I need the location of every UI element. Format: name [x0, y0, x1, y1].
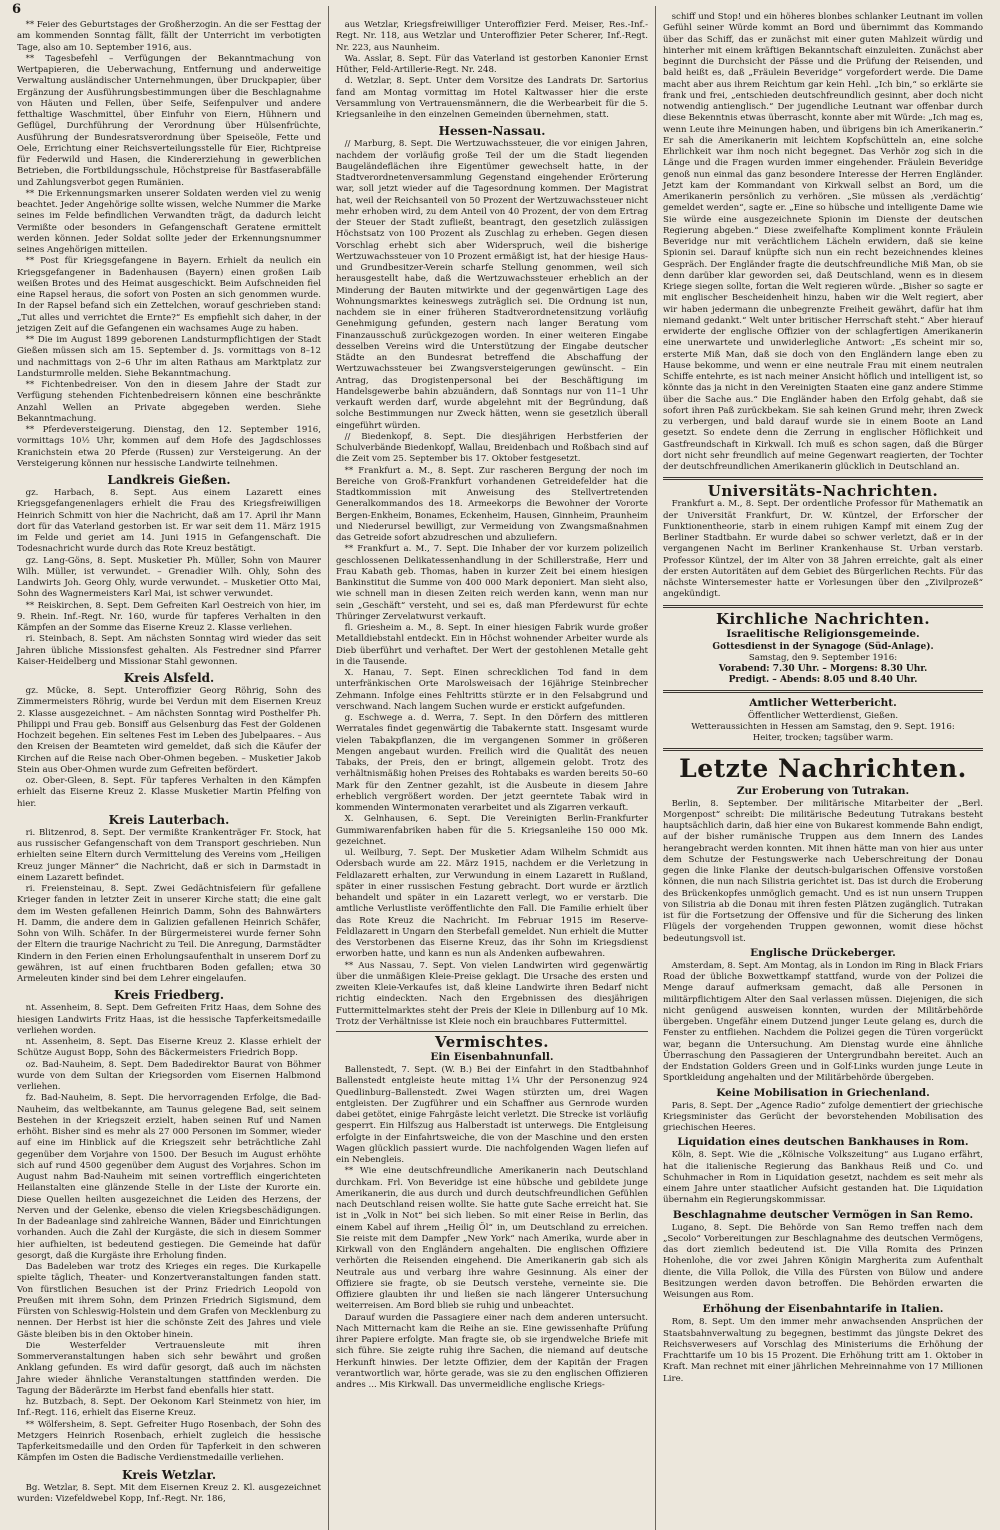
section-heading: Israelitische Religionsgemeinde.	[726, 627, 920, 640]
section-heading: Kreis Friedberg.	[113, 988, 224, 1003]
section-heading: Vermischtes.	[435, 1033, 549, 1051]
article-paragraph: Darauf wurden die Passagiere einer nach dem anderen untersucht. Nach Mitternacht kam die Reihe an sie. Eine gewissenhafte Prüfung ihrer Papiere erfolgte. Man fragte sie, ob sie irgendwelche Briefe mit sich führe. Sie zeigte ruhig ihre Sachen, die niemand auf deutsche Herkunft hinwies. Der letzte Offizier, dem der Kapitän der Fragen verantwortlich war, hörte gerade, was sie zu den englischen Offizieren andres ... Mis Kirkwall. Das unvermeidliche englische Kriegs-	[336, 1312, 648, 1390]
column-2	[328, 6, 656, 1530]
section-heading: Liquidation eines deutschen Bankhauses in Rom.	[677, 1136, 969, 1149]
article-paragraph: X. Gelnhausen, 6. Sept. Die Vereinigten Berlin-Frankfurter Gummiwarenfabriken haben für die 5. Kriegsanleihe 150 000 Mk. gezeichnet.	[336, 814, 648, 847]
section-divider	[663, 477, 983, 480]
section-heading: Keine Mobilisation in Griechenland.	[716, 1086, 930, 1099]
article-paragraph: aus Wetzlar, Kriegsfreiwilliger Unteroffizier Ferd. Meiser, Res.-Inf.-Regt. Nr. 118, aus Wetzlar und Unteroffizier Peter Scherer, Inf.-Regt. Nr. 223, aus Naunheim.	[336, 20, 648, 53]
section-divider	[663, 605, 983, 608]
section-heading: Ein Eisenbahnunfall.	[430, 1051, 554, 1063]
article-paragraph: gz. Harbach, 8. Sept. Aus einem Lazarett eines Kriegsgefangenenlagers erhielt die Frau des Kriegsfreiwilligen Heinrich Schmitt von hier die Nachricht, daß am 17. April ihr Mann dort für das Vaterland gestorben ist. Er war seit dem 11. März 1915 im Felde und geriet am 14. Juni 1915 in Gefangenschaft. Die Todesnachricht wurde durch das Rote Kreuz bestätigt.	[17, 488, 321, 555]
article-paragraph: ** Frankfurt a. M., 8. Sept. Zur rascheren Bergung der noch im Bereiche von Groß-Frankfurt vorhandenen Getreidefelder hat die Stadtkommission mit Anweisung des Stellvertretenden Generalkommandos des 18. Armeekorps die Bewohner der Vororte Bergen-Enkheim, Bonames, Eckenheim, Hausen, Ginnheim, Praunheim und Niederursel bewilligt, zur Vermeidung von Zwangsmaßnahmen das Getreide sofort abzudreschen und abzuliefern.	[336, 465, 648, 543]
section-heading: Kirchliche Nachrichten.	[715, 609, 931, 628]
article-paragraph: ** Fichtenbedreiser. Von den in diesem Jahre der Stadt zur Verfügung stehenden Fichtenbedreisern können eine beschränkte Anzahl Wellen an Private abgegeben werden. Siehe Bekanntmachung.	[17, 380, 321, 424]
column-container	[10, 6, 990, 1530]
article-paragraph: ** Pferdeversteigerung. Dienstag, den 12. September 1916, vormittags 10½ Uhr, kommen auf dem Hofe des Jagdschlosses Kranichstein etwa 20 Pferde (Russen) zur Versteigerung. An der Versteigerung können nur hessische Landwirte teilnehmen.	[17, 425, 321, 469]
article-paragraph: ** Wie eine deutschfreundliche Amerikanerin nach Deutschland durchkam. Frl. Von Beveridge ist eine hübsche und gebildete junge Amerikanerin, die aus durch und durch deutschfreundlichen Gefühlen nach Deutschland reisen wollte. Sie hatte gute Sache erreicht hat. Sie ist in „Volk in Not“ bei sich lieben. So mit einer Reise in Berlin, das einem Kabel auf ihrem „Heilig Öl“ in, um Deutschland zu erreichen. Sie reiste mit dem Dampfer „New York“ nach Amerika, wurde aber in Kirkwall von den Engländern angehalten. Die englischen Offiziere verhörten die Reisenden eingehend. Die Amerikanerin gab sich als Neutrale aus und verbarg ihre wahre Gesinnung. Als einer der Offiziere sie fragte, ob sie Deutsch verstehe, verneinte sie. Die Offiziere glaubten ihr und ließen sie nach längerer Untersuchung weiterreisen. Am Bord blieb sie ruhig und unbeachtet.	[336, 1166, 648, 1312]
notice-line: Vorabend: 7.30 Uhr. – Morgens: 8.30 Uhr.	[718, 663, 928, 674]
notice-line: Predigt. – Abends: 8.05 und 8.40 Uhr.	[728, 674, 918, 685]
notice-line: Wetteraussichten in Hessen am Samstag, den 9. Sept. 1916:	[691, 721, 955, 732]
article-paragraph: fz. Bad-Nauheim, 8. Sept. Die hervorragenden Erfolge, die Bad-Nauheim, das weltbekannte, am Taunus gelegene Bad, seit seinem Bestehen in der Kriegszeit erzielt, haben seinen Ruf und Namen erhöht. Bisher sind es mehr als 27 000 Personen im Sommer, wieder auf eine im Hinblick auf die Kriegszeit sehr beträchtliche Zahl gegenüber dem Vorjahre von 1500. Der Besuch im August erhöhte sich auf rund 4500 gegenüber dem August des Vorjahres. Schon im August nahm Bad-Nauheim mit seinen vortrefflich eingerichteten Heilanstalten eine glänzende Stelle in der Liste der Kurorte ein. Diese Quellen heilten ausgezeichnet die Leiden des Herzens, der Nerven und der Gelenke, ebenso die vielen Kriegsbeschädigungen. In der Badeanlage sind zahlreiche Wannen, Bäder und Einrichtungen vorhanden. Auch die Zahl der Kurgäste, die sich in diesem Sommer hier aufhielten, ist bedeutend gestiegen. Die Gemeinde hat dafür gesorgt, daß die Kurgäste ihre Erholung finden.	[17, 1093, 321, 1261]
article-paragraph: Die Westerfelder Vertrauensleute mit ihren Sommerveranstaltungen haben sich sehr bewährt und großen Anklang gefunden. Es wird dafür gesorgt, daß auch im nächsten Jahre wieder ähnliche Veranstaltungen stattfinden werden. Die Tagung der Bäderärzte im Herbst fand ebenfalls hier statt.	[17, 1340, 321, 1396]
page-number: 6	[12, 2, 22, 17]
notice-line: Öffentlicher Wetterdienst, Gießen.	[747, 710, 899, 721]
article-paragraph: fl. Griesheim a. M., 8. Sept. In einer hiesigen Fabrik wurde großer Metalldiebstahl entdeckt. Ein in Höchst wohnender Arbeiter wurde als Dieb überführt und verhaftet. Der Wert der gestohlenen Metalle geht in die Tausende.	[336, 623, 648, 667]
column-3	[656, 6, 990, 1530]
section-heading: Erhöhung der Eisenbahntarife in Italien.	[702, 1303, 944, 1316]
article-paragraph: // Biedenkopf, 8. Sept. Die diesjährigen Herbstferien der Schulverbände Biedenkopf, Wallau, Breidenbach und Roßbach sind auf die Zeit vom 25. September bis 17. Oktober festgesetzt.	[336, 431, 648, 465]
article-paragraph: Lugano, 8. Sept. Die Behörde von San Remo treffen nach dem „Secolo“ Vorbereitungen zur Beschlagnahme des deutschen Vermögens, das dort ziemlich bedeutend ist. Die Villa Romita des Prinzen Hohenlohe, die vor zwei Jahren Königin Margherita zum Aufenthalt diente, die Villa Pollok, die Villa des Fürsten von Bülow und andere Besitzungen werden davon betroffen. Die Behörden erwarten die Weisungen aus Rom.	[663, 1222, 983, 1300]
article-paragraph: hz. Butzbach, 8. Sept. Der Oekonom Karl Steinmetz von hier, im Inf.-Regt. 116, erhielt das Eiserne Kreuz.	[17, 1397, 321, 1419]
section-heading: Zur Eroberung von Tutrakan.	[736, 784, 910, 797]
article-paragraph: ** Aus Nassau, 7. Sept. Von vielen Landwirten wird gegenwärtig über die unmäßigen Kleie-Preise geklagt. Die Ursache des ersten und zweiten Kleie-Verkaufes ist, daß kleine Landwirte ihren Bedarf nicht richtig eindeckten. Nach den Ergebnissen des diesjährigen Futtermittelmarktes steht der Preis der Kleie in Dillenburg auf 10 Mk. Trotz der Verhältnisse ist Kleie noch ein brauchbares Futtermittel.	[336, 960, 648, 1027]
article-paragraph: ul. Weilburg, 7. Sept. Der Musketier Adam Wilhelm Schmidt aus Odersbach wurde am 22. März 1915, nachdem er die Verletzung in Feldlazarett erhalten, zur Verwundung in einem Lazarett in Rußland, später in einer russischen Festung gebracht. Dort wurde er ärztlich behandelt und später in ein Lazarett verlegt, wo er verstarb. Die amtliche Verlustliste veröffentlichte den Fall. Die Familie erhielt über das Rote Kreuz die Nachricht. Im Februar 1915 im Reserve-Feldlazarett in Ungarn den Sterbefall gemeldet. Nun erhielt die Mutter des Verstorbenen das Eiserne Kreuz, das ihr Sohn im Kriegsdienst erworben hatte, und kann es nun als Andenken aufbewahren.	[336, 848, 648, 960]
article-paragraph: ** Die im August 1899 geborenen Landsturmpflichtigen der Stadt Gießen müssen sich am 15. September d. Js. vormittags von 8–12 und nachmittags von 2–6 Uhr im alten Rathaus am Marktplatz zur Landsturmrolle melden. Siehe Bekanntmachung.	[17, 335, 321, 379]
section-heading: Letzte Nachrichten.	[679, 753, 967, 783]
article-paragraph: ** Feier des Geburtstages der Großherzogin. An die ser Festtag der am kommenden Sonntag fällt, fällt der Unterricht im verbotigten Tage, also am 10. September 1916, aus.	[17, 20, 321, 53]
article-paragraph: oz. Bad-Nauheim, 8. Sept. Dem Badedirektor Baurat von Böhmer wurde von dem Sultan der Kriegsorden vom Eisernen Halbmond verliehen.	[17, 1059, 321, 1092]
section-heading: Hessen-Nassau.	[438, 124, 546, 139]
notice-line: Samstag, den 9. September 1916:	[748, 652, 898, 663]
notice-line: Gottesdienst in der Synagoge (Süd-Anlage).	[712, 641, 934, 652]
section-heading: Beschlagnahme deutscher Vermögen in San Remo.	[672, 1208, 974, 1221]
column-rule	[336, 1031, 648, 1032]
column-1	[10, 6, 328, 1530]
article-paragraph: d. Wetzlar, 8. Sept. Unter dem Vorsitze des Landrats Dr. Sartorius fand am Montag vormittag im Hotel Kaltwasser hier die erste Versammlung von Vertrauensmännern, die die Werbearbeit für die 5. Kriegsanleihe in den einzelnen Gemeinden übernehmen, statt.	[336, 76, 648, 120]
article-paragraph: Wa. Asslar, 8. Sept. Für das Vaterland ist gestorben Kanonier Ernst Hüther, Feld-Artillerie-Regt. Nr. 248.	[336, 53, 648, 75]
section-heading: Landkreis Gießen.	[107, 473, 231, 487]
section-divider	[663, 690, 983, 693]
article-paragraph: Paris, 8. Sept. Der „Agence Radio“ zufolge dementiert der griechische Kriegsminister das Gerücht der bevorstehenden Mobilisation des griechischen Heeres.	[663, 1100, 983, 1133]
article-paragraph: gz. Lang-Göns, 8. Sept. Musketier Ph. Müller, Sohn von Maurer Wilh. Müller, ist verwundet. – Grenadier Wilh. Ohly, Sohn des Landwirts Joh. Georg Ohly, wurde verwundet. – Musketier Otto Mai, Sohn des Wagnermeisters Karl Mai, ist schwer verwundet.	[17, 555, 321, 600]
article-paragraph: ** Frankfurt a. M., 7. Sept. Die Inhaber der vor kurzem polizeilich geschlossenen Delikatessenhandlung in der Schillerstraße, Herr und Frau Kabath geb. Thomas, haben in kurzer Zeit bei einem hiesigen Bankinstitut die Summe von 400 000 Mark deponiert. Man sieht also, wie schnell man in diesen Zeiten reich werden kann, wenn man nur sein „Geschäft“ versteht, und sei es, daß man Pferdewurst für echte Thüringer Zervelatwurst verkauft.	[336, 544, 648, 622]
section-divider	[663, 748, 983, 751]
article-paragraph: Rom, 8. Sept. Um den immer mehr anwachsenden Ansprüchen der Staatsbahnverwaltung zu begegnen, bestimmt das jüngste Dekret des Reichsverwesers auf Vorschlag des Ministeriums die Erhöhung der Frachttarife um 10 bis 15 Prozent. Die Erhöhung tritt am 1. Oktober in Kraft. Man rechnet mit einer jährlichen Mehreinnahme von 17 Millionen Lire.	[663, 1317, 983, 1384]
article-paragraph: Bg. Wetzlar, 8. Sept. Mit dem Eisernen Kreuz 2. Kl. ausgezeichnet wurden: Vizefeldwebel Kopp, Inf.-Regt. Nr. 186,	[17, 1482, 321, 1504]
article-paragraph: Frankfurt a. M., 8. Sept. Der ordentliche Professor für Mathematik an der Universität Frankfurt, Dr. W. Küntzel, der Erforscher der Funktionentheorie, starb in einem ruhigen Kampf mit einem Zug der Berliner Stadtbahn. Er wurde dabei so schwer verletzt, daß er in der vergangenen Nacht im Berliner Krankenhause St. Urban verstarb. Professor Küntzel, der im Alter von 38 Jahren erreichte, galt als einer der ersten Autoritäten auf dem Gebiet des Bürgerlichen Rechts. Für das nächste Wintersemester hatte er Vorlesungen über den „Zivilprozeß“ angekündigt.	[663, 499, 983, 600]
article-paragraph: ** Reiskirchen, 8. Sept. Dem Gefreiten Karl Oestreich von hier, im 9. Rhein. Inf.-Regt. Nr. 160, wurde für tapferes Verhalten in den Kämpfen an der Somme das Eiserne Kreuz 2. Klasse verliehen.	[17, 600, 321, 633]
article-paragraph: nt. Assenheim, 8. Sept. Das Eiserne Kreuz 2. Klasse erhielt der Schütze August Bopp, Sohn des Bäckermeisters Friedrich Bopp.	[17, 1037, 321, 1059]
article-paragraph: Amsterdam, 8. Sept. Am Montag, als in London im Ring in Black Friars Road der übliche Boxwettkampf stattfand, wurde von der Polizei die Menge darauf aufmerksam gemacht, daß alle Personen in militärpflichtigem Alter den Saal verlassen müssen. Diejenigen, die sich nicht genügend ausweisen konnten, wurden der Militärbehörde übergeben. Ungefähr einem Dutzend junger Leute gelang es, durch die Fenster zu entfliehen. Nachdem die Polizei gegen die Türen vorgerückt war, begann die Untersuchung. Am Dienstag wurde eine ähnliche Überraschung den Passagieren der Untergrundbahn bereitet. Auch an der Endstation Golders Green und in Golf-Links wurden junge Leute in Sportkleidung angehalten und der Militärbehörde übergeben.	[663, 960, 983, 1084]
article-paragraph: Köln, 8. Sept. Wie die „Kölnische Volkszeitung“ aus Lugano erfährt, hat die italienische Regierung das Bankhaus Reiß und Co. und Schuhmacher in Rom in Liquidation gesetzt, nachdem es seit mehr als einem Jahre unter staatlicher Aufsicht gestanden hat. Die Liquidation übernahm ein Regierungskommissar.	[663, 1150, 983, 1206]
section-heading: Englische Drückeberger.	[750, 946, 896, 959]
article-paragraph: ** Post für Kriegsgefangene in Bayern. Erhielt da neulich ein Kriegsgefangener in Badenhausen (Bayern) einen großen Laib weißen Brotes und des Heimat ausgeschickt. Beim Aufschneiden fiel eine Rapsel heraus, die sofort von Posten an sich genommen wurde. In der Rapsel befand sich ein Zettelchen, worauf geschrieben stand: „Tut alles und verrichtet die Ernte?“ Es empfiehlt sich daher, in der jetzigen Zeit auf die Gefangenen ein wachsames Auge zu haben.	[17, 256, 321, 334]
article-paragraph: ** Die Erkennungsmarken unserer Soldaten werden viel zu wenig beachtet. Jeder Angehörige sollte wissen, welche Nummer die Marke seines im Felde befindlichen Verwandten trägt, da dadurch leicht Vermißte oder besonders in Gefangenschaft Geratene ermittelt werden können. Jeder Soldat sollte jeder der Erkennungsnummer seines Angehörigen mitteilen.	[17, 188, 321, 255]
section-heading: Kreis Alsfeld.	[123, 671, 215, 685]
article-paragraph: Ballenstedt, 7. Sept. (W. B.) Bei der Einfahrt in den Stadtbahnhof Ballenstedt entgleiste heute mittag 1¼ Uhr der Personenzug 924 Quedlinburg–Ballenstedt. Zwei Wagen stürzten um, drei Wagen entgleisten. Der Zugführer und ein Schaffner aus Gernrode wurden dabei getötet, einige Fahrgäste leicht verletzt. Die Strecke ist vorläufig gesperrt. Ein Hilfszug aus Halberstadt ist unterwegs. Die Entgleisung erfolgte in der Einfahrtsweiche, die von der Maschine und den ersten Wagen glücklich passiert wurde. Die nachfolgenden Wagen liefen auf ein Nebengleis.	[336, 1065, 648, 1165]
article-paragraph: ri. Steinbach, 8. Sept. Am nächsten Sonntag wird wieder das seit Jahren übliche Missionsfest gehalten. Als Festredner sind Pfarrer Kaiser-Heidelberg und Missionar Stahl gewonnen.	[17, 634, 321, 667]
article-paragraph: // Marburg, 8. Sept. Die Wertzuwachssteuer, die vor einigen Jahren, nachdem der vorläufig große Teil der um die Stadt liegenden Baugeländeflächen ihre Eigentümer gewechselt hatte, in der Stadtverordnetenversammlung Gegenstand eingehender Erörterung war, soll jetzt wieder auf die Tagesordnung kommen. Der Magistrat hat, weil der Reichsanteil von 50 Prozent der Wertzuwachssteuer nicht mehr erhoben wird, zu dem Anteil von 40 Prozent, der von dem Ertrag der Steuer der Stadt zufließt, beantragt, den gesetzlich zulässigen Höchstsatz von 100 Prozent als Zuschlag zu erheben. Gegen diesen Vorschlag erhebt sich aber Widerspruch, weil die bisherige Wertzuwachssteuer von 10 Prozent ermäßigt ist, hat der hiesige Haus- und Grundbesitzer-Verein scharfe Stellung genommen, weil sich herausgestellt habe, daß die Wertzuwachssteuer erheblich an der Minderung der Bauten mitwirkte und der gegenwärtigen Lage des Wohnungsmarktes keineswegs zuträglich sei. Die Ordnung ist nun, nachdem sie in einer früheren Stadtverordnetensitzung vorläufig Genehmigung gefunden, gestern nach langer Beratung vom Finanzausschuß zurückgezogen worden. In einer weiteren Eingabe desselben Vereins wird die Unterstützung der Eingabe deutscher Städte an den Bundesrat betreffend die Abschaffung der Wertzuwachssteuer bei Zwangsversteigerungen gewünscht. – Ein Antrag, das Drogistenpersonal bei der Beschäftigung im Handelsgewerbe bahin abzuändern, daß Sonntags nur von 11–1 Uhr verkauft werden darf, wurde abgelehnt mit der Begründung, daß solche Bestimmungen nur Zweck hätten, wenn sie gesetzlich überall eingeführt würden.	[336, 139, 648, 431]
article-paragraph: Das Badeleben war trotz des Krieges ein reges. Die Kurkapelle spielte täglich, Theater- und Konzertveranstaltungen fanden statt. Von fürstlichen Besuchen ist der Prinz Friedrich Leopold von Preußen mit ihrem Sohn, dem Prinzen Friedrich Sigismund, dem Fürsten von Schleswig-Holstein und dem Grafen von Mecklenburg zu nennen. Der Herbst ist hier die schönste Zeit des Jahres und viele Gäste bleiben bis in den Oktober hinein.	[17, 1262, 321, 1340]
section-heading: Amtlicher Wetterbericht.	[749, 696, 897, 709]
article-paragraph: X. Hanau, 7. Sept. Einen schrecklichen Tod fand in dem unterfränkischen Orte Marolsweisach der 16jährige Steinbrecher Zehmann. Infolge eines Fehltritts stürzte er in den Felsabgrund und verschwand. Nach langem Suchen wurde er erstickt aufgefunden.	[336, 668, 648, 712]
article-paragraph: Berlin, 8. September. Der militärische Mitarbeiter der „Berl. Morgenpost“ schreibt: Die militärische Bedeutung Tutrakans besteht hauptsächlich darin, daß hier eine von Bukarest kommende Bahn endigt, auf der bisher rumänische Truppen aus dem Innern des Landes herangebracht werden konnten. Mit ihnen hätte man von hier aus unter dem Schutze der Festungswerke nach Ueberschreitung der Donau gegen die linke Flanke der deutsch-bulgarischen Offensive vorstoßen können, die nun nach Silistria gerichtet ist. Das ist durch die Eroberung des Brückenkopfes unmöglich gemacht. Und es ist nun unsern Truppen von Silistria ab die Donau mit ihren festen Plätzen zugänglich. Tutrakan ist für die Fortsetzung der Offensive und für die Sicherung des linken Flügels der vorgehenden Truppen gewonnen, womit diese höchst bedeutungsvoll ist.	[663, 798, 983, 944]
article-paragraph: ri. Blitzenrod, 8. Sept. Der vermißte Krankenträger Fr. Stock, hat aus russischer Gefangenschaft von dem Transport geschrieben. Nun erhielten seine Eltern durch Vermittelung des Vereins vom „Heiligen Kreuz junger Männer“ die Nachricht, daß er sich in Darmstadt in einem Lazarett befindet.	[17, 827, 321, 883]
article-paragraph: schiff und Stop! und ein höheres blonbes schlanker Leutnant im vollen Gefühl seiner Würde kommt an Bord und übernimmt das Kommando über das Schiff, das er zunächst mit einer guten Mahlzeit würdig und hinterher mit einem kräftigen Bekanntschaft einzuleiten. Zunächst aber beginnt die Durchsicht der Pässe und die Prüfung der Reisenden, und bald heißt es, daß „Fräulein Beveridge“ vorgefordert werde. Die Dame macht aber aus ihrem Reichtum gar kein Hehl. „Ich bin,“ so erklärte sie frank und frei, „entschieden deutschfreundlich gesinnt, aber doch nicht notwendig antienglisch.“ Der jugendliche Leutnant war offenbar durch diese Bekenntnis etwas überrascht, konnte aber mit Würde: „Ich mag es, wenn Leute ihre Meinungen haben, und übrigens bin ich Amerikanerin.“ Er sah die Amerikanerin mit leichtem Kopfschütteln an, eine solche Ehrlichkeit war ihm noch nicht begegnet. Das Verhör zog sich in die Länge und die Fragen wurden immer eingehender. Fräulein Beveridge genoß nun einmal das ganz besondere Interesse der Herren Engländer. Jetzt kam der Kommandant von Kirkwall selbst an Bord, um die Amerikanerin persönlich zu verhören. „Sie müssen als ‚verdächtig‘ gemeldet werden“, sagte er. „Eine so hübsche und intelligente Dame wie Sie würde eine ausgezeichnete Spionin im Dienste der deutschen Regierung abgeben.“ Diese zweifelhafte Kompliment konnte Fräulein Beveridge nur mit verächtlichem Lächeln erwidern, daß sie keine Spionin sei. Darauf knüpfte sich nun ein recht bezeichnendes kleines Gespräch. Der Engländer fragte die deutschfreundliche Miß Man, ob sie denn darüber klar geworden sei, daß Deutschland, wenn es in diesem Kriege siegen sollte, fortan die Welt regieren würde. „Bisher so sagte er mit englischer Bescheidenheit hinzu, haben wir die Welt regiert, aber wir haben jedermann die unbegrenzte Freiheit gewährt, dafür hat ihm niemand gedankt.“ Welt unter britischer Herrschaft steht.“ Aber hierauf erwiderte der englische Offizier von der schlagfertigen Amerikanerin eine unerwartete und unwiderlegliche Antwort: „Es scheint mir so, ersterte Miß Man, daß sie doch von den Engländern lange eben zu Hause bekomme, und wenn er eine neutrale Frau mit einem neutralen Schiffe entehrte, es ist nach meiner Ansicht höflich und intelligent ist, so könnte das ja nicht in den Vereinigten Staaten eine ganz andere Stimme über die Sache aus.“ Die Engländer haben den Erfolg gehabt, daß sie sofort ihren Paß zurückbekam. Sie sah keinen Grund mehr, ihren Zweck zu verbergen, und bald darauf wurde sie in einem Boote an Land gesetzt. So endete denn die Zerrung in englischer Höflichkeit und Gastfreundschaft in Kirkwall. Ich muß es schon sagen, daß die Bürger dort nicht sehr freundlich auf meine Gegenwart reagierten, der Tochter der deutschfreundlichen Amerikanerin glücklich in Deutschland an.	[663, 12, 983, 472]
article-paragraph: ** Wölfersheim, 8. Sept. Gefreiter Hugo Rosenbach, der Sohn des Metzgers Heinrich Rosenbach, erhielt zugleich die hessische Tapferkeitsmedaille und den Orden für Tapferkeit in den schweren Kämpfen im Osten die Badische Verdienstmedaille verliehen.	[17, 1419, 321, 1464]
section-heading: Universitäts-Nachrichten.	[707, 482, 939, 501]
article-paragraph: ri. Freiensteinau, 8. Sept. Zwei Gedächtnisfeiern für gefallene Krieger fanden in letzter Zeit in unserer Kirche statt; die eine galt dem im Westen gefallenen Heinrich Damm, Sohn des Bahnwärters H. Damm, die andere dem in Galizien gefallenen Heinrich Schäfer, Sohn von Wilh. Schäfer. In der Bürgermeisterei wurde ferner Sohn der Eltern die traurige Nachricht zu Teil. Die Anregung, Darmstädter Kindern in den Ferien einen Erholungsaufenthalt in unserem Dorf zu gewähren, ist auf einen fruchtbaren Boden gefallen; etwa 30 Armeleuten kinder sind bei dem Lehrer eingelaufen.	[17, 884, 321, 984]
article-paragraph: g. Eschwege a. d. Werra, 7. Sept. In den Dörfern des mittleren Werratales findet gegenwärtig die Tabakernte statt. Insgesamt wurde vielen Tabakpflanzen, die im vergangenen Sommer in größeren Mengen angebaut wurden. Freilich wird die Qualität des neuen Tabaks, der Preis, den er bringt, allgemein gelobt. Trotz des verhältnismäßig hohen Preises des Rohtabaks es warden bereits 50–60 Mark für den Zentner gezahlt, ist die Ausbeute in diesem Jahre erheblich vergrößert worden. Der jetzt geerntete Tabak wird in kommenden Wintermonaten verarbeitet und als Zigarren verkauft.	[336, 713, 648, 813]
article-paragraph: gz. Mücke, 8. Sept. Unteroffizier Georg Röhrig, Sohn des Zimmermeisters Röhrig, wurde bei Verdun mit dem Eisernen Kreuz 2. Klasse ausgezeichnet. – Am nächsten Sonntag wird Posthelfer Ph. Philippi und Frau geb. Bonsiff aus Gelsenburg das Fest der Goldenen Hochzeit begehen. Ein seltenes Fest im Leben des Jubelpaares. – Aus den Kreisen der Beamteten wird gemeldet, daß sich die Käufer der Kirchen auf die Reise nach Ober-Ohmen begeben. – Musketier Jakob Stein aus Ober-Ohmen wurde zum Gefreiten befördert.	[17, 686, 321, 775]
section-heading: Kreis Lauterbach.	[108, 812, 230, 827]
notice-line: Heiter, trocken; tagsüber warm.	[752, 732, 894, 743]
section-heading: Kreis Wetzlar.	[121, 1467, 217, 1482]
article-paragraph: ** Tagesbefehl – Verfügungen der Bekanntmachung von Wertpapieren, die Ueberwachung, Entfernung und anderweitige Verwaltung ausländischer Unternehmungen, über Druckpapier, über Ergänzung der Ausführungsbestimmungen über die Beschlagnahme von Häuten und Fellen, über Seife, Seifenpulver und andere fetthaltige Waschmittel, über Einfuhr von Eiern, Hühnern und Geflügel, Durchführung der Verordnung über Hülsenfrüchte, Ausführung der Bundesratsverordnung über Speiseöle, Fette und Oele, Errichtung einer Reichsverteilungsstelle für Eier, Richtpreise für Federwild und Hasen, die Kindererziehung in gewerblichen Betrieben, die Fortbildungsschule, Höchstpreise für Bastfaserabfälle und Zahlungsverbot gegen Rumänien.	[17, 53, 321, 188]
article-paragraph: nt. Assenheim, 8. Sept. Dem Gefreiten Fritz Haas, dem Sohne des hiesigen Landwirts Fritz Haas, ist die hessische Tapferkeitsmedaille verliehen worden.	[17, 1003, 321, 1036]
article-paragraph: oz. Ober-Gleen, 8. Sept. Für tapferes Verhalten in den Kämpfen erhielt das Eiserne Kreuz 2. Klasse Musketier Martin Pfelfing von hier.	[17, 776, 321, 809]
